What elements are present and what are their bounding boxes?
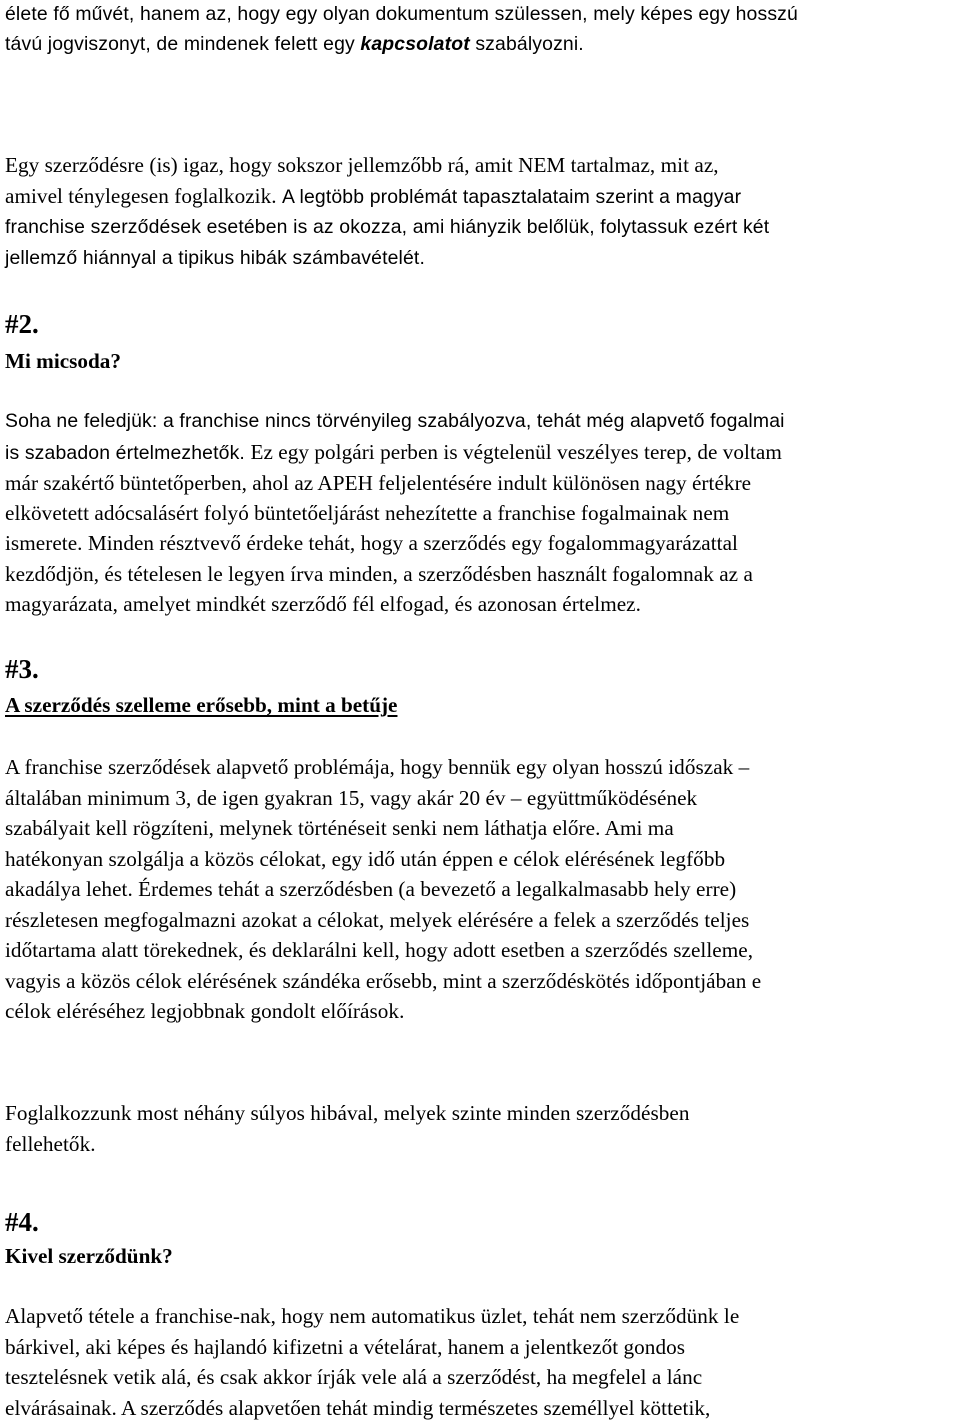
section-2-line-7: magyarázata, amelyet mindkét szerződő fél elfogad, és azonosan értelmez. [5, 592, 641, 616]
section-4-line-2: bárkivel, aki képes és hajlandó kifizetni a vételárat, hanem a jelentkezőt gondos [5, 1335, 686, 1359]
intro-line-2-end: szabályozni. [469, 33, 584, 55]
section-3-line-8: vagyis a közös célok elérésének szándéka erősebb, mint a szerződéskötés időpontjában e [5, 969, 762, 993]
para2-line-2-start: amivel ténylegesen foglalkozik. [5, 184, 282, 208]
para2-line-2-end: A legtöbb problémát tapasztalataim szerint a magyar [281, 186, 742, 208]
intro-line-2-start: távú jogviszonyt, de mindenek felett egy [5, 33, 361, 55]
section-3-line-9: célok eléréséhez legjobbnak gondolt előírások. [5, 999, 405, 1023]
para2-line-1: Egy szerződésre (is) igaz, hogy sokszor jellemzőbb rá, amit NEM tartalmaz, mit az, [5, 153, 719, 177]
section-2-line-2 [5, 439, 782, 465]
section-2-line-4: elkövetett adócsalásért folyó büntetőeljárást nehezítette a franchise fogalmainak nem [5, 501, 730, 525]
section-3-line-2: általában minimum 3, de igen gyakran 15, vagy akár 20 év – együttműködésének [5, 786, 698, 810]
intro-emphasis: kapcsolatot [360, 33, 470, 55]
intro-line-2 [5, 31, 584, 57]
section-2-line-2-end: Ez egy polgári perben is végtelenül veszélyes terep, de voltam [250, 440, 782, 464]
section-3-line-6: részletesen megfogalmazni azokat a célokat, melyek elérésére a felek a szerződés teljes [5, 908, 750, 932]
section-4-line-1: Alapvető tétele a franchise-nak, hogy nem automatikus üzlet, tehát nem szerződünk le [5, 1304, 740, 1328]
section-2-line-6: kezdődjön, és tételesen le legyen írva minden, a szerződésben használt fogalomnak az a [5, 562, 753, 586]
section-2-line-3: már szakértő büntetőperben, ahol az APEH feljelentésére indult különösen nagy értékre [5, 471, 752, 495]
section-3-line-3: szabályait kell rögzíteni, melynek történéseit senki nem láthatja előre. Ami ma [5, 816, 674, 840]
section-4-line-3: tesztelésnek vetik alá, és csak akkor írják vele alá a szerződést, ha megfelel a lánc [5, 1365, 703, 1389]
section-3-line-1: A franchise szerződések alapvető problémája, hogy bennük egy olyan hosszú időszak – [5, 755, 750, 779]
section-2-number: #2. [5, 309, 39, 339]
section-2-title: Mi micsoda? [5, 349, 121, 373]
section-2-line-5: ismerete. Minden résztvevő érdeke tehát, hogy a szerződés egy fogalommagyarázattal [5, 531, 738, 555]
transition-line-2: fellehetők. [5, 1132, 96, 1156]
section-4-number: #4. [5, 1207, 39, 1237]
para2-line-2 [5, 183, 741, 209]
section-3-title: A szerződés szelleme erősebb, mint a betűje [5, 693, 398, 717]
section-4-line-4: elvárásainak. A szerződés alapvetően tehát mindig természetes személlyel köttetik, [5, 1396, 711, 1420]
para2-line-4: jellemző hiánnyal a tipikus hibák számbavételét. [5, 247, 426, 269]
transition-line-1: Foglalkozzunk most néhány súlyos hibával, melyek szinte minden szerződésben [5, 1101, 690, 1125]
section-3-line-5: akadálya lehet. Érdemes tehát a szerződésben (a bevezető a legalkalmasabb hely erre) [5, 877, 737, 901]
para2-line-3: franchise szerződések esetében is az okozza, ami hiányzik belőlük, folytassuk ezért két [5, 216, 770, 238]
section-2-line-1: Soha ne feledjük: a franchise nincs törvényileg szabályozva, tehát még alapvető fogalmai [5, 410, 785, 432]
section-3-line-7: időtartama alatt törekednek, és deklarálni kell, hogy adott esetben a szerződés szelleme, [5, 938, 754, 962]
section-2-line-2-start: is szabadon értelmezhetők. [5, 442, 251, 464]
section-3-number: #3. [5, 654, 39, 684]
section-4-title: Kivel szerződünk? [5, 1244, 173, 1268]
section-3-line-4: hatékonyan szolgálja a közös célokat, egy idő után éppen e célok elérésének legfőbb [5, 847, 726, 871]
intro-line-1: élete fő művét, hanem az, hogy egy olyan dokumentum szülessen, mely képes egy hosszú [5, 3, 798, 25]
